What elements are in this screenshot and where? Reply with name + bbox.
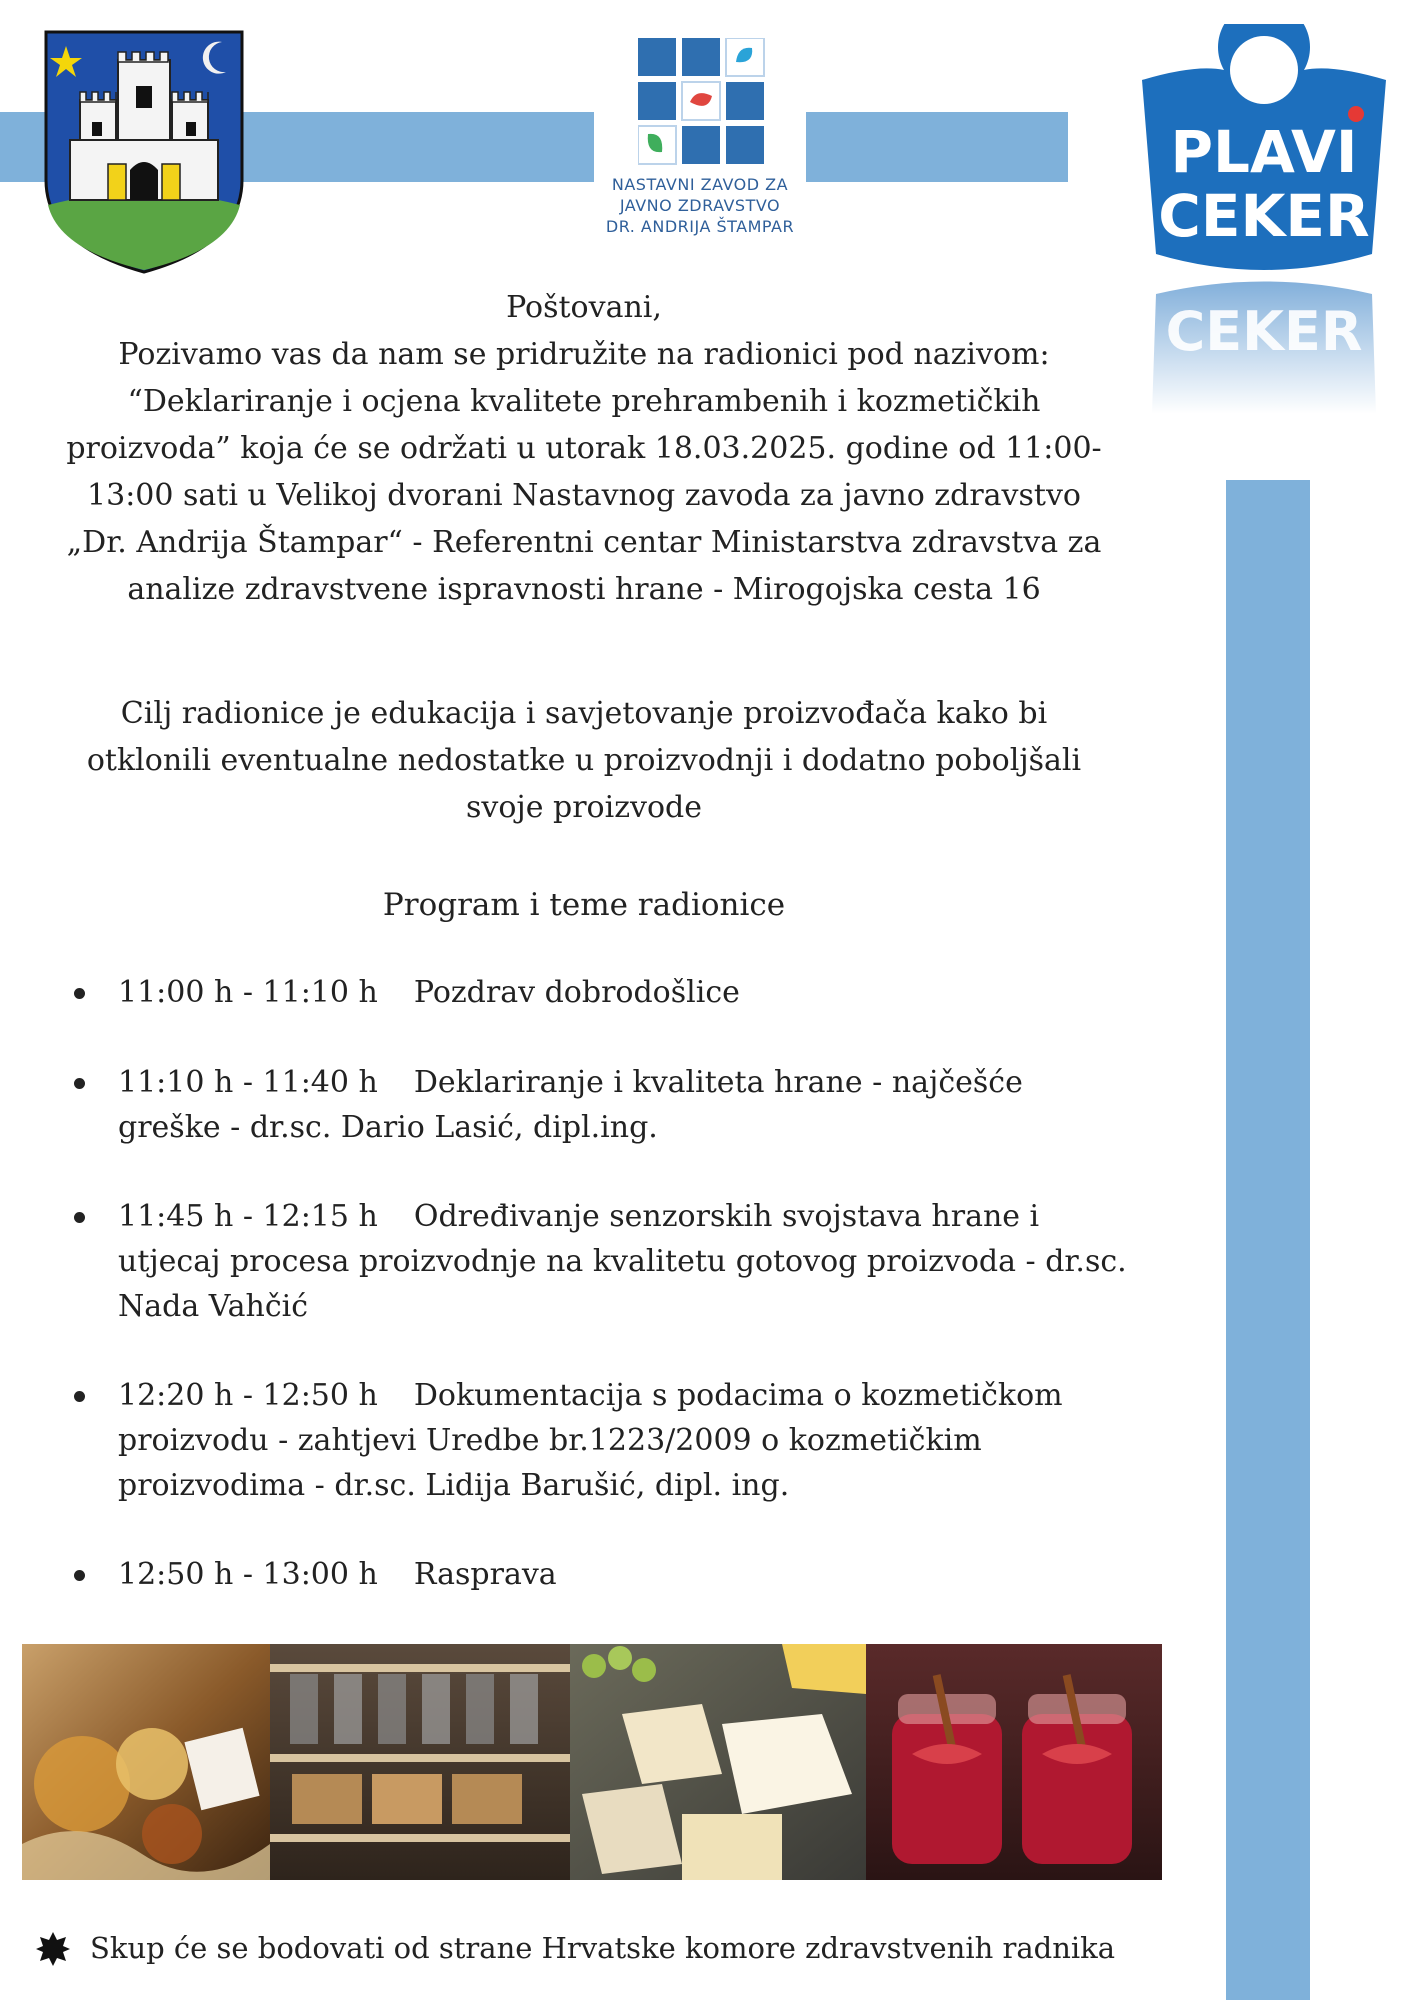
accreditation-note: Skup će se bodovati od strane Hrvatske komore zdravstvenih radnika	[90, 1931, 1116, 1965]
greeting: Poštovani,	[506, 290, 662, 325]
plavi-ceker-logo	[1136, 24, 1392, 424]
agenda-topic: Rasprava	[413, 1557, 557, 1592]
zagreb-coat-of-arms-icon	[44, 30, 244, 274]
agenda-topic: Dokumentacija s podacima o kozmetičkom proizvodu - zahtjevi Uredbe br.1223/2009 o kozmetičkim proizvodima - dr.sc. Lidija Barušić, dipl. ing.	[118, 1378, 1063, 1503]
agenda-time: 12:50 h - 13:00 h	[118, 1557, 378, 1592]
agenda-time: 12:20 h - 12:50 h	[118, 1378, 378, 1413]
partner-logo-line2: CEKER	[1158, 182, 1370, 250]
agenda-item	[68, 970, 1128, 1015]
photo-jam-jars	[866, 1644, 1162, 1880]
invitation-body: Pozivamo vas da nam se pridružite na radionici pod nazivom: “Deklariranje i ocjena kvalitete prehrambenih i kozmetičkih proizvoda” koja će se održati u utorak 18.03.2025. godine od 11:00-13:00 sati u Velikoj dvorani Nastavnog zavoda za javno zdravstvo „Dr. Andrija Štampar“ - Referentni centar Ministarstva zdravstva za analize zdravstvene ispravnosti hrane - Mirogojska cesta 16	[66, 337, 1102, 607]
photo-strip	[22, 1644, 1162, 1880]
photo-dried-fruit-basket	[22, 1644, 270, 1880]
agenda-time: 11:45 h - 12:15 h	[118, 1199, 378, 1234]
agenda-item	[68, 1194, 1128, 1329]
workshop-goal: Cilj radionice je edukacija i savjetovanje proizvođača kako bi otklonili eventualne nedostatke u proizvodnji i dodatno poboljšali svoje proizvode	[86, 696, 1082, 825]
agenda-time: 11:10 h - 11:40 h	[118, 1065, 378, 1100]
agenda-time: 11:00 h - 11:10 h	[118, 975, 378, 1010]
program-title: Program i teme radionice	[382, 887, 786, 923]
institute-name-line: JAVNO ZDRAVSTVO	[619, 196, 781, 215]
institute-name-line: NASTAVNI ZAVOD ZA	[611, 175, 789, 194]
side-accent-bar	[1226, 480, 1310, 2000]
agenda-topic: Određivanje senzorskih svojstava hrane i utjecaj procesa proizvodnje na kvalitetu gotovog proizvoda - dr.sc. Nada Vahčić	[118, 1199, 1127, 1324]
agenda-topic: Deklariranje i kvaliteta hrane - najčešće greške - dr.sc. Dario Lasić, dipl.ing.	[118, 1065, 1023, 1145]
partner-logo-reflection: CEKER	[1165, 300, 1363, 363]
agenda-item	[68, 1552, 1128, 1597]
institute-name	[580, 174, 820, 237]
institute-logo-icon	[638, 38, 766, 166]
photo-bulk-store	[270, 1644, 570, 1880]
badge-star-icon	[36, 1932, 70, 1966]
agenda-item	[68, 1373, 1128, 1508]
bullet-icon	[74, 988, 85, 999]
bullet-icon	[74, 1570, 85, 1581]
agenda-item	[68, 1060, 1128, 1150]
bullet-icon	[74, 1391, 85, 1402]
bullet-icon	[74, 1078, 85, 1089]
photo-cheese-platter	[570, 1644, 866, 1880]
partner-logo-line1: PLAVI	[1170, 118, 1358, 186]
agenda-topic: Pozdrav dobrodošlice	[413, 975, 740, 1010]
bullet-icon	[74, 1212, 85, 1223]
invitation-text	[58, 284, 1110, 613]
institute-name-line: DR. ANDRIJA ŠTAMPAR	[605, 217, 795, 236]
